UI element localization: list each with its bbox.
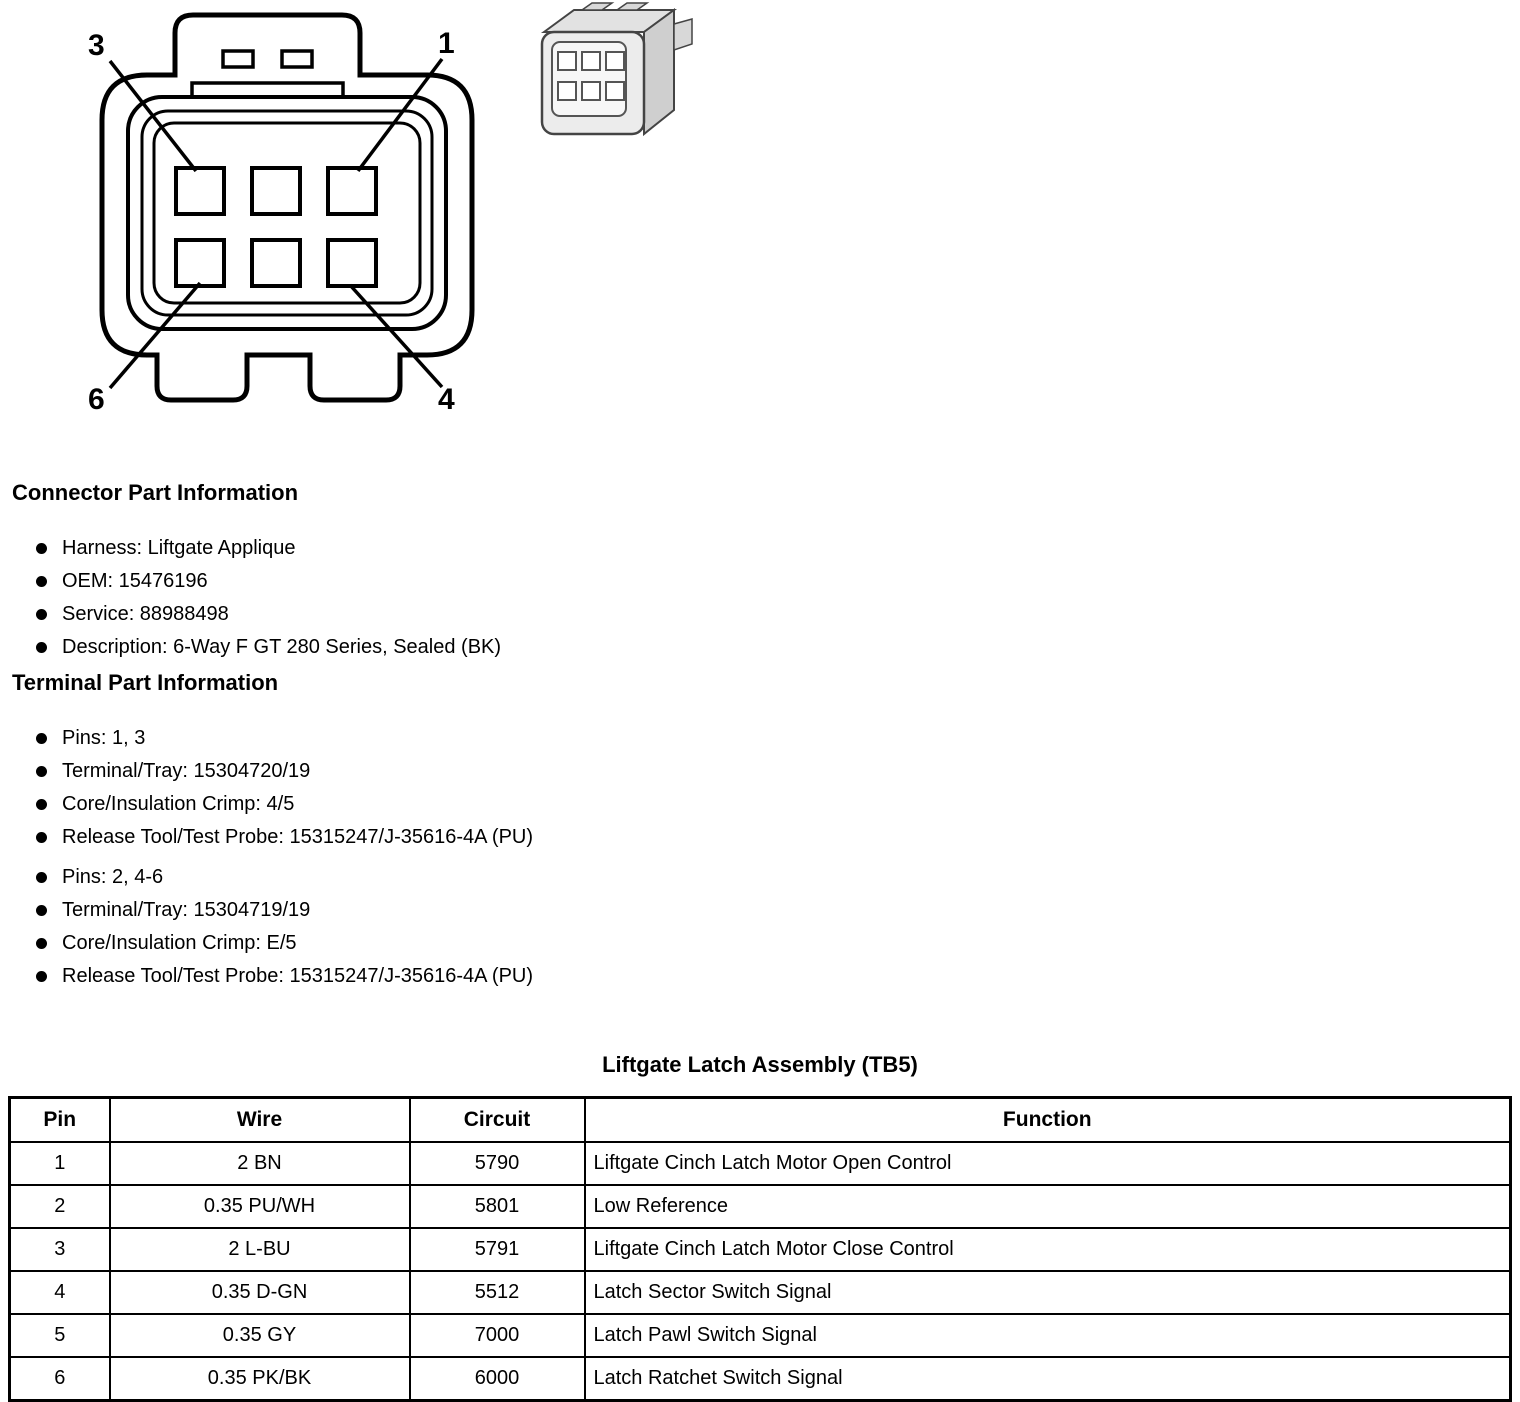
cell-pin: 4: [10, 1271, 110, 1314]
pinout-table: [8, 1096, 1512, 1402]
list-item: [36, 761, 992, 781]
bullet-icon: [36, 905, 47, 916]
connector-photo-illustration: [512, 2, 702, 167]
cell-function: Low Reference: [585, 1185, 1511, 1228]
bullet-icon: [36, 576, 47, 587]
connector-face-diagram: [10, 5, 490, 435]
pin-cavity-6: [176, 240, 224, 286]
connector-photo-side: [644, 10, 674, 134]
list-item: [36, 604, 992, 624]
table-row: [10, 1314, 1511, 1357]
pin-label-4: 4: [438, 383, 455, 416]
table-row: [10, 1185, 1511, 1228]
bullet-text: Core/Insulation Crimp: 4/5: [62, 792, 295, 815]
bullet-text: Description: 6-Way F GT 280 Series, Sealed (BK): [62, 635, 502, 658]
list-item: [36, 637, 992, 657]
list-item: [36, 538, 992, 558]
connector-part-info-list: [12, 538, 992, 657]
cell-wire: 0.35 PU/WH: [110, 1185, 410, 1228]
cell-wire: 0.35 PK/BK: [110, 1357, 410, 1401]
list-item: [36, 794, 992, 814]
bullet-icon: [36, 609, 47, 620]
pin-label-1: 1: [438, 27, 455, 60]
table-row: [10, 1271, 1511, 1314]
column-header-circuit: Circuit: [410, 1098, 585, 1143]
bullet-icon: [36, 766, 47, 777]
list-item: [36, 933, 992, 953]
cell-pin: 2: [10, 1185, 110, 1228]
table-row: [10, 1228, 1511, 1271]
cell-circuit: 5791: [410, 1228, 585, 1271]
bullet-text: Terminal/Tray: 15304720/19: [62, 759, 311, 782]
bullet-text: Terminal/Tray: 15304719/19: [62, 898, 311, 921]
terminal-part-info-heading: Terminal Part Information: [12, 670, 279, 695]
cell-wire: 0.35 GY: [110, 1314, 410, 1357]
cell-circuit: 5512: [410, 1271, 585, 1314]
cell-function: Latch Sector Switch Signal: [585, 1271, 1511, 1314]
list-item: [36, 900, 992, 920]
list-item: [36, 867, 992, 887]
bullet-text: Release Tool/Test Probe: 15315247/J-35616-4A (PU): [62, 825, 534, 848]
cell-circuit: 5790: [410, 1142, 585, 1185]
pin-cavity-2: [252, 168, 300, 214]
bullet-icon: [36, 872, 47, 883]
cell-wire: 0.35 D-GN: [110, 1271, 410, 1314]
column-header-pin: Pin: [10, 1098, 110, 1143]
pin-cavity-5: [252, 240, 300, 286]
bullet-text: Service: 88988498: [62, 602, 229, 625]
bullet-icon: [36, 733, 47, 744]
terminal-part-info-list-1: [12, 728, 992, 847]
connector-photo-ridge-2: [617, 3, 647, 10]
bullet-icon: [36, 832, 47, 843]
connector-photo-ridge-1: [582, 3, 612, 10]
list-item: [36, 571, 992, 591]
connector-part-info-heading: Connector Part Information: [12, 480, 299, 505]
column-header-function: Function: [585, 1098, 1511, 1143]
cell-pin: 5: [10, 1314, 110, 1357]
cell-function: Latch Ratchet Switch Signal: [585, 1357, 1511, 1401]
pin-label-6: 6: [88, 383, 105, 416]
table-title: Liftgate Latch Assembly (TB5): [602, 1052, 918, 1077]
cell-circuit: 7000: [410, 1314, 585, 1357]
part-information-section: [12, 480, 992, 999]
pin-label-3: 3: [88, 29, 105, 62]
bullet-text: Pins: 2, 4-6: [62, 865, 164, 888]
list-item: [36, 827, 992, 847]
pin-cavity-1: [328, 168, 376, 214]
cell-wire: 2 BN: [110, 1142, 410, 1185]
connector-photo-lock-tab: [674, 19, 692, 50]
cell-pin: 6: [10, 1357, 110, 1401]
cell-pin: 1: [10, 1142, 110, 1185]
bullet-text: Release Tool/Test Probe: 15315247/J-35616-4A (PU): [62, 964, 534, 987]
bullet-icon: [36, 971, 47, 982]
column-header-wire: Wire: [110, 1098, 410, 1143]
table-row: [10, 1142, 1511, 1185]
bullet-icon: [36, 938, 47, 949]
bullet-text: OEM: 15476196: [62, 569, 208, 592]
bullet-text: Harness: Liftgate Applique: [62, 536, 296, 559]
cell-wire: 2 L-BU: [110, 1228, 410, 1271]
list-item: [36, 966, 992, 986]
cell-function: Latch Pawl Switch Signal: [585, 1314, 1511, 1357]
terminal-part-info-list-2: [12, 867, 992, 986]
bullet-text: Core/Insulation Crimp: E/5: [62, 931, 297, 954]
table-header-row: [10, 1098, 1511, 1143]
table-row: [10, 1357, 1511, 1401]
bullet-icon: [36, 642, 47, 653]
list-item: [36, 728, 992, 748]
bullet-text: Pins: 1, 3: [62, 726, 146, 749]
pin-cavity-4: [328, 240, 376, 286]
bullet-icon: [36, 799, 47, 810]
pin-cavity-3: [176, 168, 224, 214]
cell-pin: 3: [10, 1228, 110, 1271]
bullet-icon: [36, 543, 47, 554]
cell-circuit: 5801: [410, 1185, 585, 1228]
cell-function: Liftgate Cinch Latch Motor Close Control: [585, 1228, 1511, 1271]
cell-function: Liftgate Cinch Latch Motor Open Control: [585, 1142, 1511, 1185]
cell-circuit: 6000: [410, 1357, 585, 1401]
